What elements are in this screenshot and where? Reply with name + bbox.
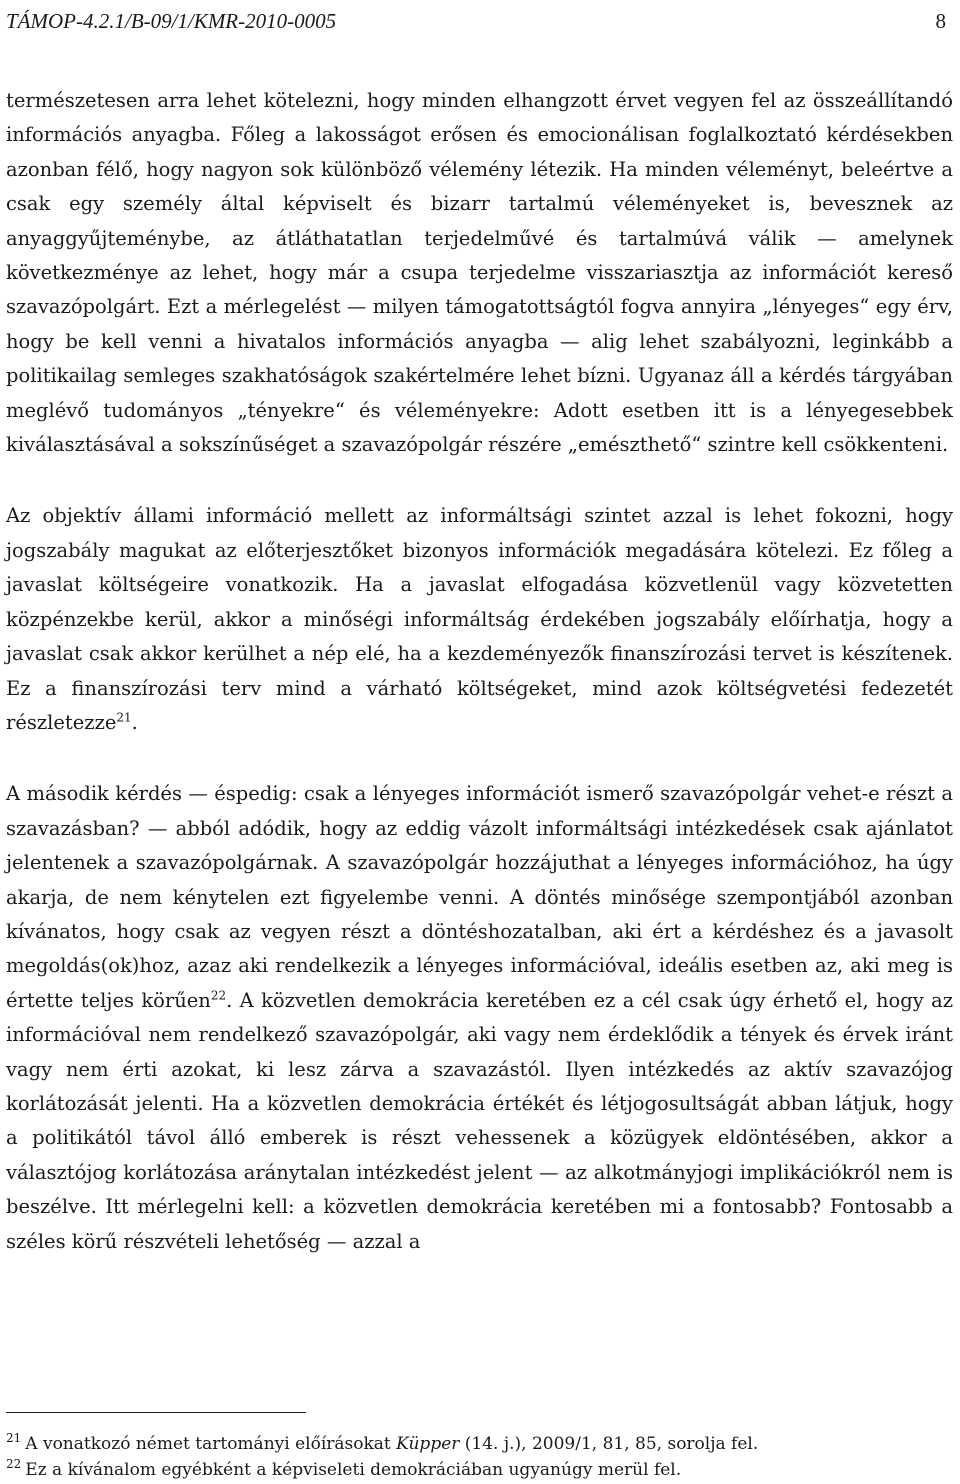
paragraph-3-text-before: A második kérdés — éspedig: csak a lényeges információt ismerő szavazópolgár vehet-e részt a szavazásban? — abból adódik, hogy az eddig vázolt informáltsági intézkedések csak ajánlatot jelentenek a szavazópolgárnak. A szavazópolgár hozzájuthat a lényeges információhoz, ha úgy akarja, de nem kénytelen ezt figyelembe venni. A döntés minősége szempontjából azonban kívánatos, hogy csak az vegyen részt a döntéshozatalban, aki ért a kérdéshez és a javasolt megoldás(ok)hoz, azaz aki rendelkezik a lényeges információval, ideális esetben az, aki meg is értette teljes körűen	[6, 782, 953, 1012]
footnote-21	[6, 1431, 946, 1457]
footnote-21-text-before: A vonatkozó német tartományi előírásokat	[25, 1434, 397, 1454]
footnote-21-number: 21	[6, 1431, 22, 1446]
page-header	[6, 6, 946, 36]
paragraph-2	[6, 499, 953, 740]
footnote-21-text-after: (14. j.), 2009/1, 81, 85, sorolja fel.	[459, 1434, 759, 1454]
paragraph-1	[6, 84, 953, 462]
footnote-22	[6, 1457, 946, 1483]
paragraph-1-text: természetesen arra lehet kötelezni, hogy minden elhangzott érvet vegyen fel az összeállítandó információs anyagba. Főleg a lakosságot erősen és emocionálisan foglalkoztató kérdésekben azonban félő, hogy nagyon sok különböző vélemény létezik. Ha minden véleményt, beleértve a csak egy személy által képviselt és bizarr tartalmú véleményeket is, bevesznek az anyaggyűjteménybe, az átláthatatlan terjedelművé és tartalmúvá válik — amelynek következménye az lehet, hogy már a csupa terjedelme visszariasztja az információt kereső szavazópolgárt. Ezt a mérlegelést — milyen támogatottságtól fogva annyira „lényeges“ egy érv, hogy be kell venni a hivatalos információs anyagba — alig lehet szabályozni, leginkább a politikailag semleges szakhatóságok szakértelmére lehet bízni. Ugyanaz áll a kérdés tárgyában meglévő tudományos „tényekre“ és véleményekre: Adott esetben itt is a lényegesebbek kiválasztásával a sokszínűséget a szavazópolgár részére „emészthető“ szintre kell csökkenteni.	[6, 89, 953, 457]
footnote-ref-22[interactable]: 22	[210, 988, 227, 1003]
paragraph-2-text: Az objektív állami információ mellett az informáltsági szintet azzal is lehet fokozni, hogy jogszabály magukat az előterjesztőket bizonyos információk megadására kötelezi. Ez főleg a javaslat költségeire vonatkozik. Ha a javaslat elfogadása közvetlenül vagy közvetetten közpénzekbe kerül, akkor a minőségi informáltság érdekében jogszabály előírhatja, hogy a javaslat csak akkor kerülhet a nép elé, ha a kezdeményezők finanszírozási tervet is készítenek. Ez a finanszírozási terv mind a várható költségeket, mind azok költségvetési fedezetét részletezze	[6, 504, 953, 734]
footnote-22-number: 22	[6, 1457, 22, 1472]
footnote-ref-21[interactable]: 21	[116, 710, 132, 725]
footnote-separator	[6, 1412, 306, 1413]
body-text	[6, 84, 953, 1259]
page-number: 8	[935, 9, 946, 33]
footnotes	[6, 1431, 946, 1483]
paragraph-3-text-after: . A közvetlen demokrácia keretében ez a cél csak úgy érhető el, hogy az információval nem rendelkező szavazópolgár, aki vagy nem érdeklődik a tények és érvek iránt vagy nem érti azokat, ki lesz zárva a szavazástól. Ilyen intézkedés az aktív szavazójog korlátozását jelenti. Ha a közvetlen demokrácia értékét és létjogosultságát abban látjuk, hogy a politikától távol álló emberek is részt vehessenek a közügyek eldöntésében, akkor a választójog korlátozása aránytalan intézkedést jelent — az alkotmányjogi implikációkról nem is beszélve. Itt mérlegelni kell: a közvetlen demokrácia keretében mi a fontosabb? Fontosabb a széles körű részvételi lehetőség — azzal a	[6, 988, 954, 1253]
paragraph-2-end: .	[131, 710, 138, 734]
footnote-22-text: Ez a kívánalom egyébként a képviseleti demokráciában ugyanúgy merül fel.	[25, 1460, 682, 1480]
project-code: TÁMOP-4.2.1/B-09/1/KMR-2010-0005	[6, 9, 337, 33]
footnote-21-italic: Küpper	[396, 1434, 460, 1454]
paragraph-3	[6, 777, 953, 1259]
